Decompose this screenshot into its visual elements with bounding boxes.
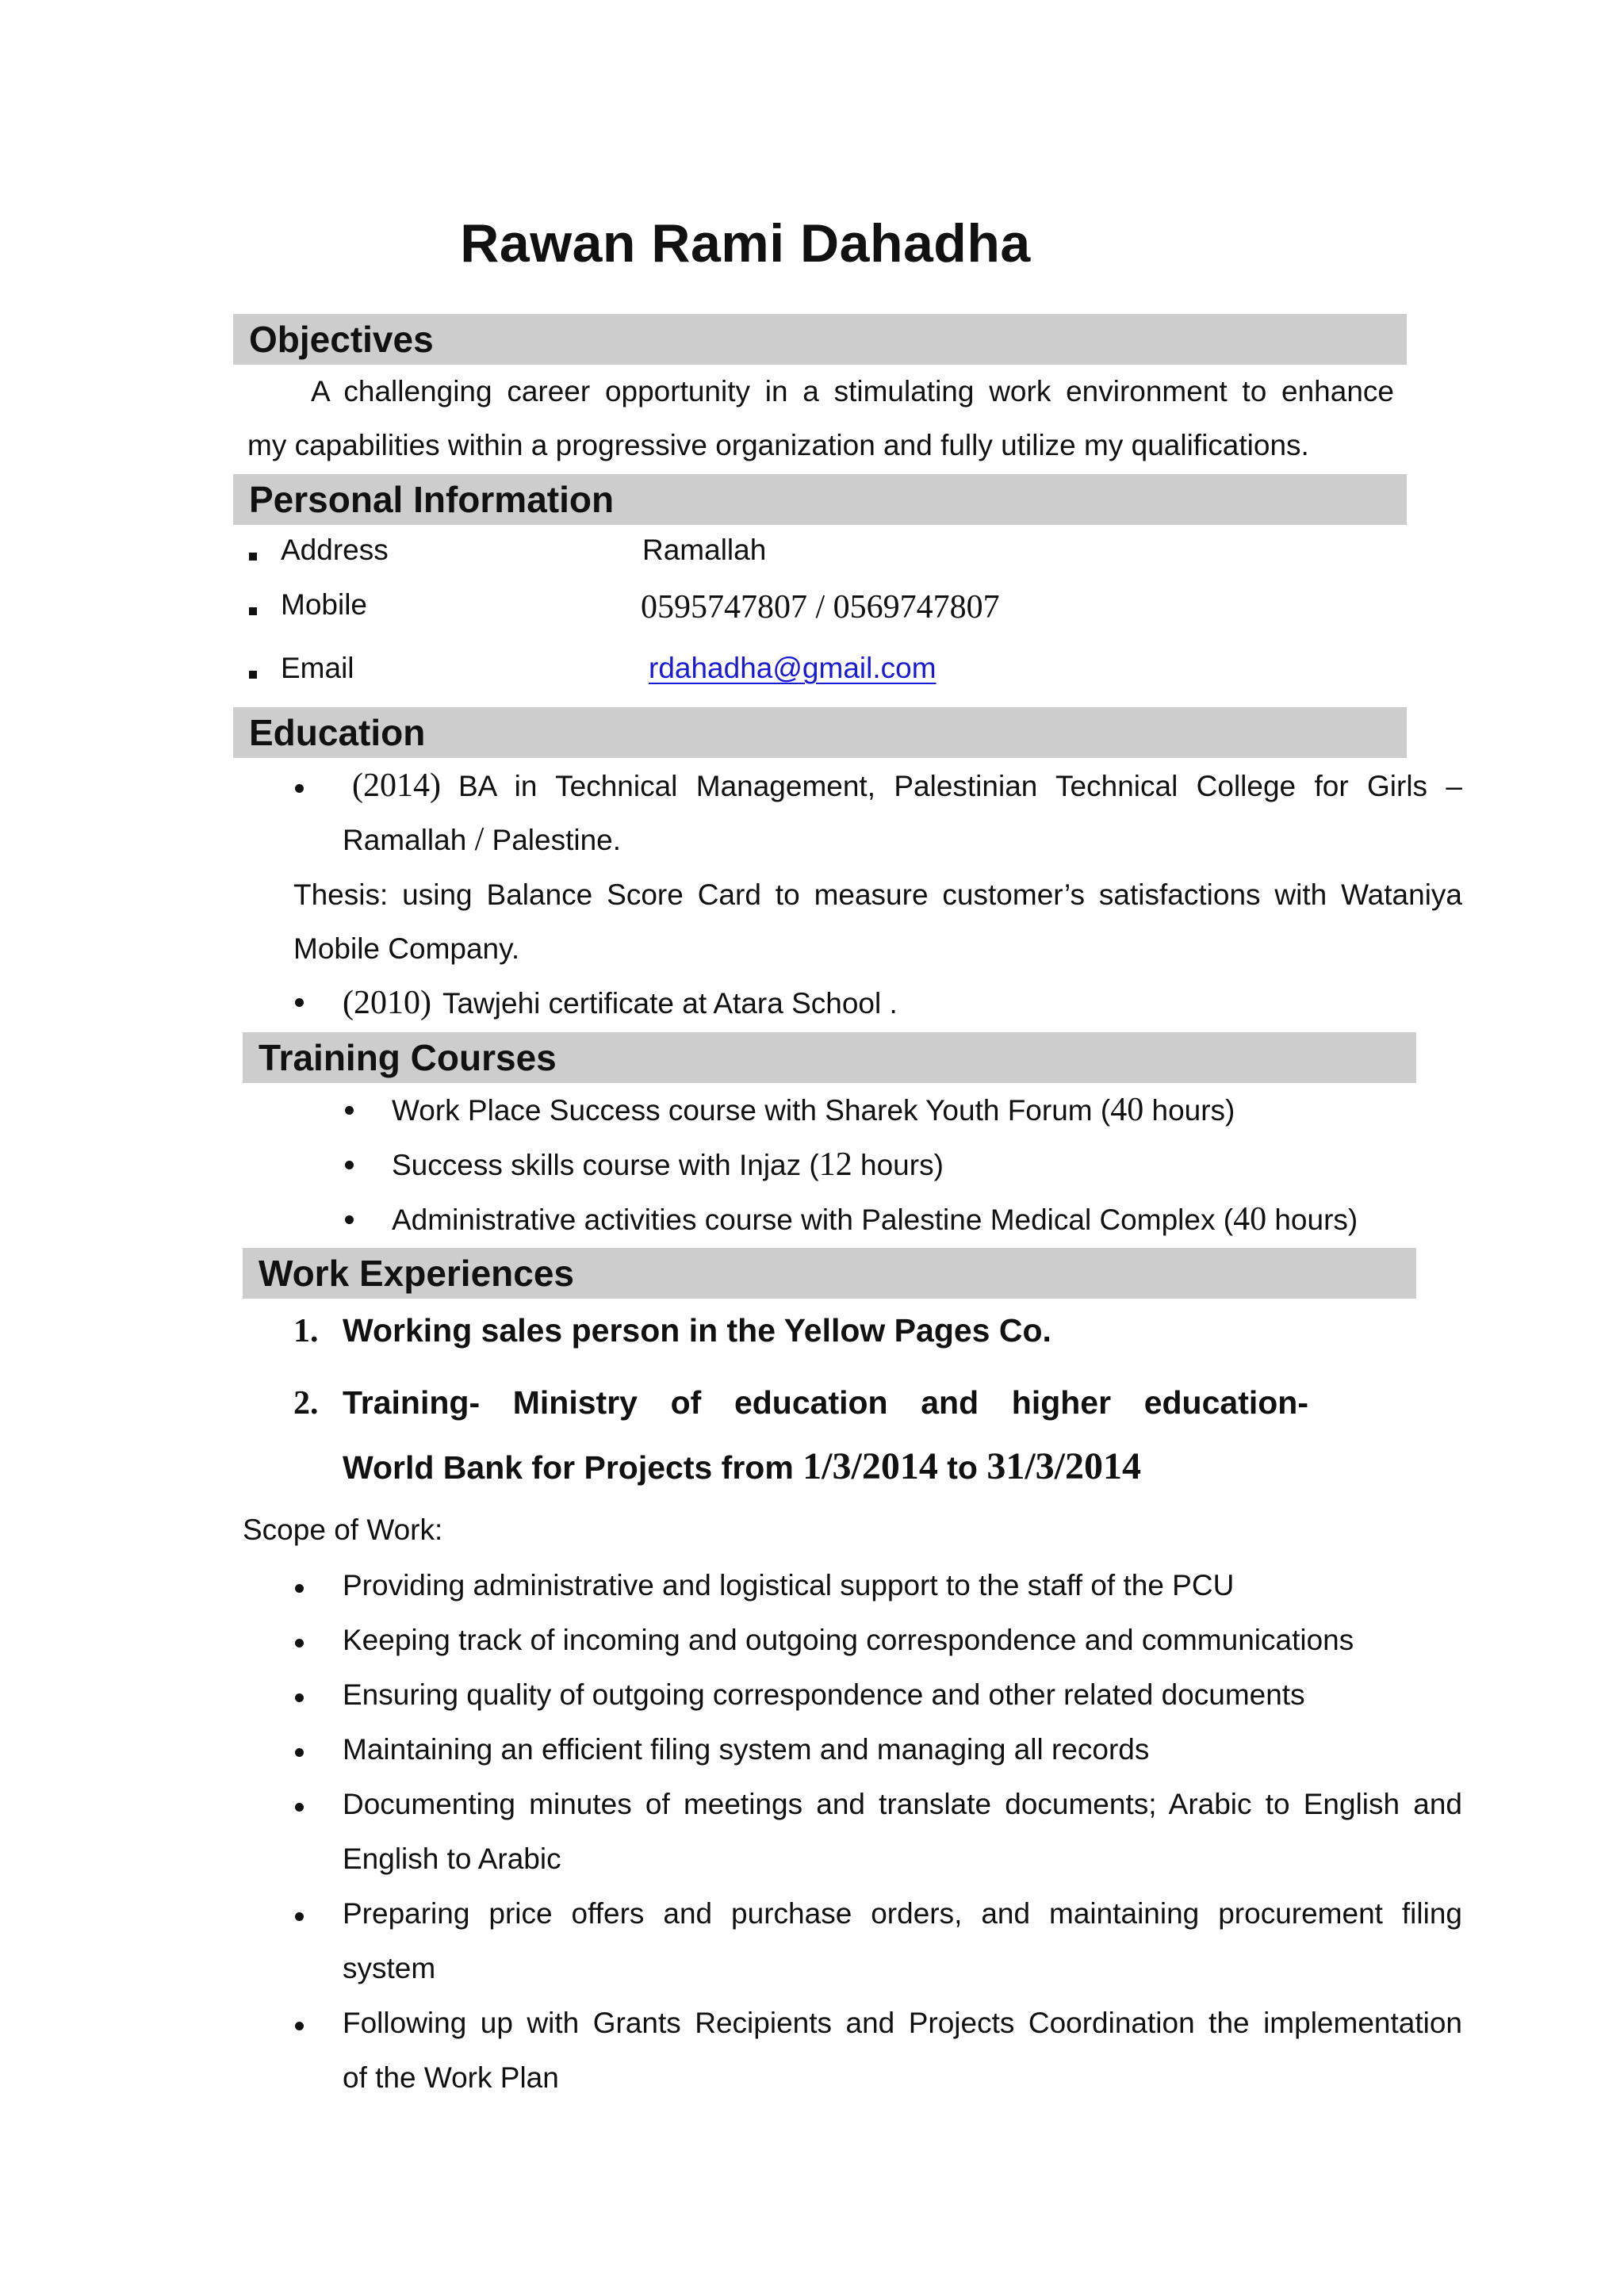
work-item-1-number: 1. (293, 1313, 319, 1349)
section-training-courses: Training Courses (243, 1032, 1416, 1083)
scope-item-4: Maintaining an efficient filing system and managing all records (343, 1733, 1150, 1766)
work-item-2-number: 2. (293, 1385, 319, 1422)
work-item-2-line-1: Training- Ministry of education and higher education- (343, 1384, 1308, 1421)
square-bullet-icon (249, 553, 257, 561)
scope-item-2: Keeping track of incoming and outgoing correspondence and communications (343, 1624, 1354, 1656)
scope-item-7-line-1: Following up with Grants Recipients and Projects Coordination the implementation (343, 2007, 1462, 2039)
bullet-icon (295, 1912, 304, 1921)
work-item-2 (293, 1376, 1308, 1430)
scope-of-work-label: Scope of Work: (243, 1513, 443, 1546)
education-item-2 (343, 976, 898, 1031)
resume-name: Rawan Rami Dahadha (460, 213, 1031, 274)
work-item-2-line-2: World Bank for Projects from 1/3/2014 to 31/3/2014 (343, 1445, 1141, 1487)
scope-item-6-line-1: Preparing price offers and purchase orders, and maintaining procurement filing (343, 1897, 1462, 1930)
bullet-icon (295, 1748, 304, 1757)
bullet-icon (295, 1639, 304, 1647)
training-course-1: Work Place Success course with Sharek Youth Forum (40 hours) (392, 1092, 1235, 1128)
education-year-2014: (2014) (352, 767, 441, 804)
email-label: Email (281, 652, 354, 684)
bullet-icon (295, 998, 304, 1007)
bullet-icon (345, 1106, 354, 1115)
education-item-1-text: BA in Technical Management, Palestinian Technical College for Girls – (458, 770, 1462, 802)
mobile-label: Mobile (281, 588, 367, 621)
bullet-icon (295, 784, 304, 793)
bullet-icon (295, 1584, 304, 1593)
square-bullet-icon (249, 671, 257, 679)
education-item-1-line-2: Ramallah / Palestine. (343, 821, 622, 858)
thesis-line-1: Thesis: using Balance Score Card to measure customer’s satisfactions with Wataniya (293, 878, 1462, 911)
square-bullet-icon (249, 607, 257, 615)
objective-line-1: A challenging career opportunity in a stimulating work environment to enhance (311, 375, 1394, 408)
scope-item-5-line-2: English to Arabic (343, 1843, 561, 1875)
bullet-icon (345, 1215, 354, 1224)
address-label: Address (281, 534, 389, 566)
thesis-line-2: Mobile Company. (293, 932, 520, 965)
education-year-2010: (2010) (343, 985, 431, 1021)
section-personal-information: Personal Information (233, 474, 1407, 525)
education-item-1 (352, 759, 1462, 813)
objective-line-2: my capabilities within a progressive organization and fully utilize my qualifications. (247, 429, 1309, 461)
bullet-icon (295, 1693, 304, 1702)
scope-item-5-line-1: Documenting minutes of meetings and translate documents; Arabic to English and (343, 1788, 1462, 1820)
bullet-icon (295, 2022, 304, 2030)
training-course-3: Administrative activities course with Palestine Medical Complex (40 hours) (392, 1201, 1358, 1238)
section-education: Education (233, 707, 1407, 758)
education-item-2-text: Tawjehi certificate at Atara School . (442, 987, 898, 1020)
scope-item-6-line-2: system (343, 1952, 436, 1984)
training-course-2: Success skills course with Injaz (12 hours) (392, 1146, 944, 1183)
scope-item-1: Providing administrative and logistical support to the staff of the PCU (343, 1569, 1235, 1601)
scope-item-3: Ensuring quality of outgoing correspondence and other related documents (343, 1678, 1305, 1711)
bullet-icon (295, 1803, 304, 1812)
bullet-icon (345, 1161, 354, 1169)
mobile-value: 0595747807 / 0569747807 (641, 589, 1000, 626)
address-value: Ramallah (642, 534, 767, 566)
scope-item-7-line-2: of the Work Plan (343, 2061, 559, 2094)
work-item-1-text: Working sales person in the Yellow Pages Co. (343, 1312, 1051, 1349)
work-item-1 (293, 1303, 1051, 1358)
section-objectives: Objectives (233, 314, 1407, 365)
section-work-experiences: Work Experiences (243, 1248, 1416, 1299)
email-link[interactable]: rdahadha@gmail.com (649, 652, 936, 684)
